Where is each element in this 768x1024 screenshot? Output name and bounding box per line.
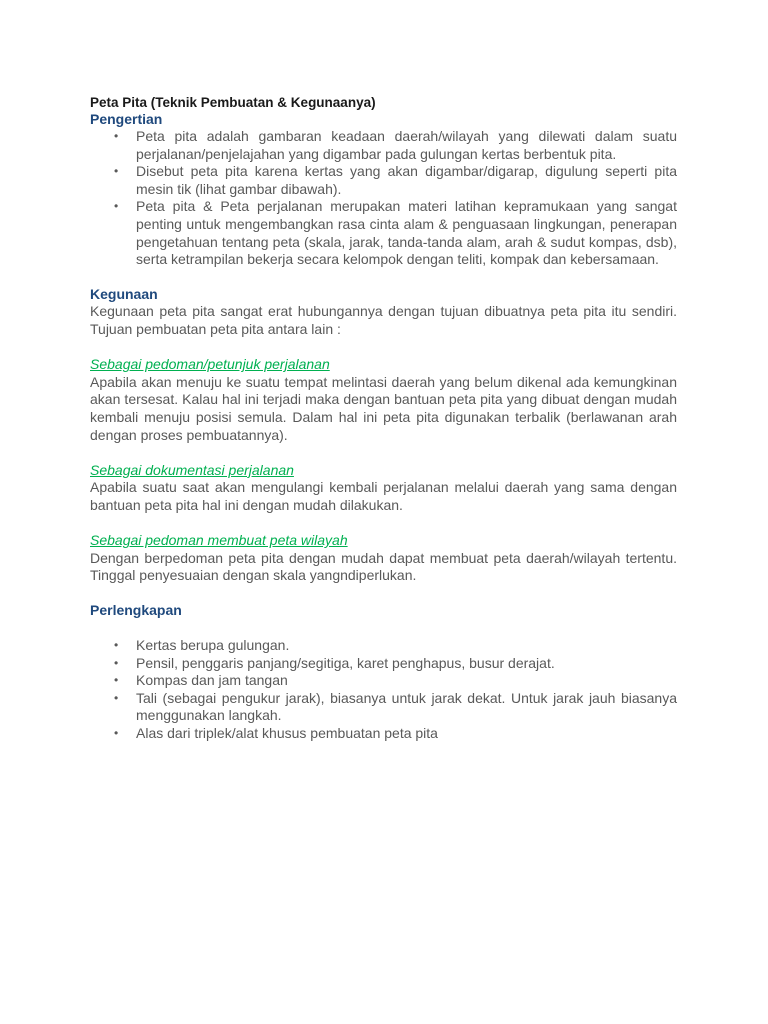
- bullet-icon: •: [114, 673, 119, 688]
- perlengkapan-item: [90, 637, 677, 655]
- perlengkapan-item-text: Pensil, penggaris panjang/segitiga, karet penghapus, busur derajat.: [136, 654, 555, 671]
- document-title: Peta Pita (Teknik Pembuatan & Kegunaanya): [90, 95, 376, 110]
- perlengkapan-item: [90, 725, 677, 743]
- pengertian-item-text: Disebut peta pita karena kertas yang akan digambar/digarap, digulung seperti pita mesin tik (lihat gambar dibawah).: [136, 163, 677, 197]
- perlengkapan-list: [90, 637, 677, 743]
- bullet-icon: •: [114, 638, 119, 653]
- pengertian-heading: Pengertian: [90, 111, 163, 127]
- kegunaan-subheading-dokumentasi: Sebagai dokumentasi perjalanan: [90, 461, 294, 478]
- bullet-icon: •: [114, 690, 119, 705]
- perlengkapan-item-text: Alas dari triplek/alat khusus pembuatan peta pita: [136, 725, 438, 741]
- bullet-icon: •: [114, 655, 119, 670]
- perlengkapan-item-text: Tali (sebagai pengukur jarak), biasanya untuk jarak dekat. Untuk jarak jauh biasanya menggunakan langkah.: [136, 689, 677, 724]
- perlengkapan-item-text: Kompas dan jam tangan: [136, 672, 288, 689]
- kegunaan-paragraph-peta-wilayah: Dengan berpedoman peta pita dengan mudah dapat membuat peta daerah/wilayah tertentu. Tinggal penyesuaian dengan skala yangndiperlukan.: [90, 549, 677, 584]
- kegunaan-heading: Kegunaan: [90, 286, 158, 303]
- kegunaan-intro: Kegunaan peta pita sangat erat hubungannya dengan tujuan dibuatnya peta pita itu sendiri. Tujuan pembuatan peta pita antara lain :: [90, 303, 677, 337]
- bullet-icon: •: [114, 726, 119, 740]
- pengertian-item: [90, 128, 677, 163]
- kegunaan-paragraph-pedoman-petunjuk: Apabila akan menuju ke suatu tempat melintasi daerah yang belum dikenal ada kemungkinan akan tersesat. Kalau hal ini terjadi maka dengan bantuan peta pita yang dibuat dengan mudah kembali menuju posisi semula. Dalam hal ini peta pita digunakan terbalik (berlawanan arah dengan proses pembuatannya).: [90, 373, 677, 443]
- kegunaan-subheading-peta-wilayah: Sebagai pedoman membuat peta wilayah: [90, 532, 348, 549]
- perlengkapan-item: [90, 690, 677, 725]
- pengertian-item: [90, 198, 677, 268]
- pengertian-list: [90, 128, 677, 269]
- bullet-icon: •: [114, 129, 119, 143]
- perlengkapan-item-text: Kertas berupa gulungan.: [136, 637, 290, 654]
- perlengkapan-item: [90, 672, 677, 690]
- kegunaan-subheading-pedoman-petunjuk: Sebagai pedoman/petunjuk perjalanan: [90, 356, 330, 373]
- perlengkapan-heading: Perlengkapan: [90, 602, 182, 619]
- pengertian-item-text: Peta pita adalah gambaran keadaan daerah/wilayah yang dilewati dalam suatu perjalanan/penjelajahan yang digambar pada gulungan kertas berbentuk pita.: [136, 128, 677, 162]
- pengertian-item-text: Peta pita & Peta perjalanan merupakan materi latihan kepramukaan yang sangat penting untuk mengembangkan rasa cinta alam & penguasaan lingkungan, penerapan pengetahuan tentang peta (skala, jarak, tanda-tanda alam, arah & sudut kompas, dsb), serta ketrampilan bekerja secara kelompok dengan teliti, kompak dan kebersamaan.: [136, 198, 677, 268]
- pengertian-item: [90, 163, 677, 198]
- kegunaan-paragraph-dokumentasi: Apabila suatu saat akan mengulangi kembali perjalanan melalui daerah yang sama dengan bantuan peta pita hal ini dengan mudah dilakukan.: [90, 479, 677, 513]
- perlengkapan-item: [90, 655, 677, 673]
- bullet-icon: •: [114, 199, 119, 214]
- bullet-icon: •: [114, 164, 119, 179]
- document-page: [90, 94, 677, 743]
